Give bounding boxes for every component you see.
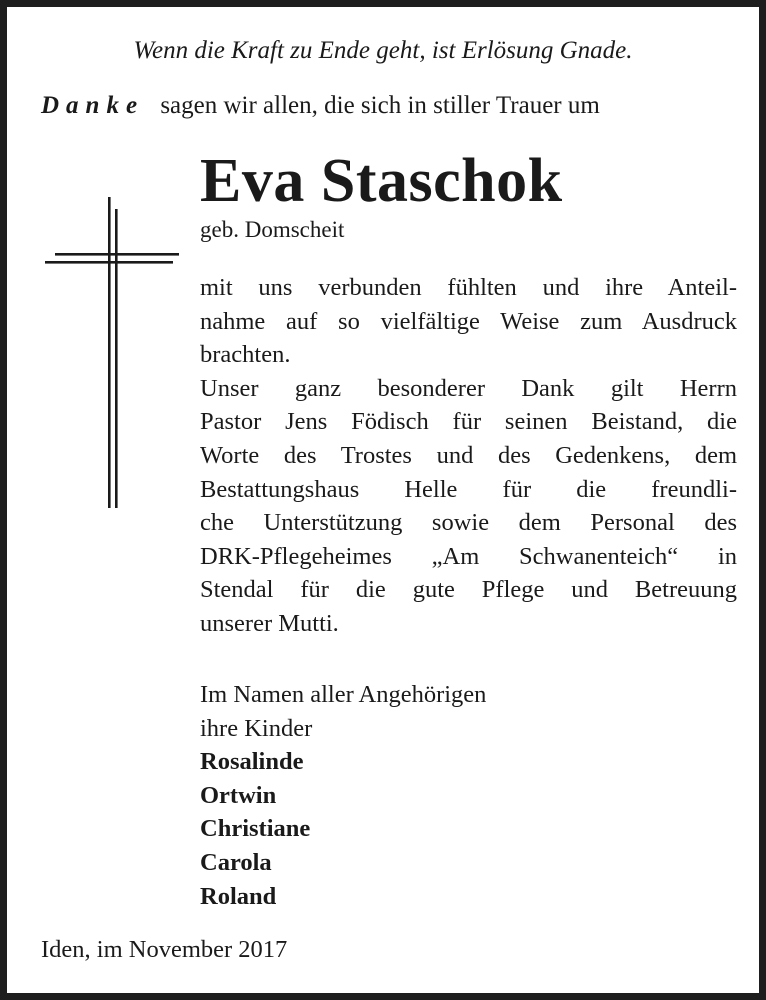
closing-block: [200, 678, 486, 913]
message-line: Worte des Trostes und des Gedenkens, dem: [200, 441, 737, 469]
motto-text: Wenn die Kraft zu Ende geht, ist Erlösung Gnade.: [133, 37, 633, 64]
message-line: brachten.: [200, 341, 291, 369]
thanks-line: [41, 92, 600, 120]
thanks-word: Danke: [41, 92, 145, 119]
message-line: Unser ganz besonderer Dank gilt Herrn: [200, 374, 737, 402]
message-line: Bestattungshaus Helle für die freundli-: [200, 475, 737, 503]
thanks-text: sagen wir allen, die sich in stiller Trauer um: [160, 92, 600, 119]
child-name: Ortwin: [200, 781, 277, 809]
child-name: Rosalinde: [200, 748, 304, 776]
message-line: che Unterstützung sowie dem Personal des: [200, 509, 737, 537]
thanks-message: [200, 271, 737, 641]
cross-icon: [43, 197, 183, 512]
message-line: mit uns verbunden fühlten und ihre Anteil-: [200, 274, 737, 301]
message-line: Stendal für die gute Pflege und Betreuung: [200, 576, 737, 604]
child-name: Roland: [200, 882, 277, 910]
children-intro: ihre Kinder: [200, 714, 313, 742]
birth-name: geb. Domscheit: [200, 217, 345, 242]
deceased-name: Eva Staschok: [200, 147, 563, 215]
child-name: Christiane: [200, 815, 311, 843]
message-line: DRK-Pflegeheimes „Am Schwanenteich“ in: [200, 542, 737, 570]
place-and-date: Iden, im November 2017: [41, 936, 288, 963]
message-line: nahme auf so vielfältige Weise zum Ausdruck: [200, 307, 737, 335]
closing-line: Im Namen aller Angehörigen: [200, 681, 487, 708]
message-line: unserer Mutti.: [200, 609, 339, 637]
message-line: Pastor Jens Födisch für seinen Beistand, die: [200, 408, 737, 436]
child-name: Carola: [200, 848, 272, 876]
